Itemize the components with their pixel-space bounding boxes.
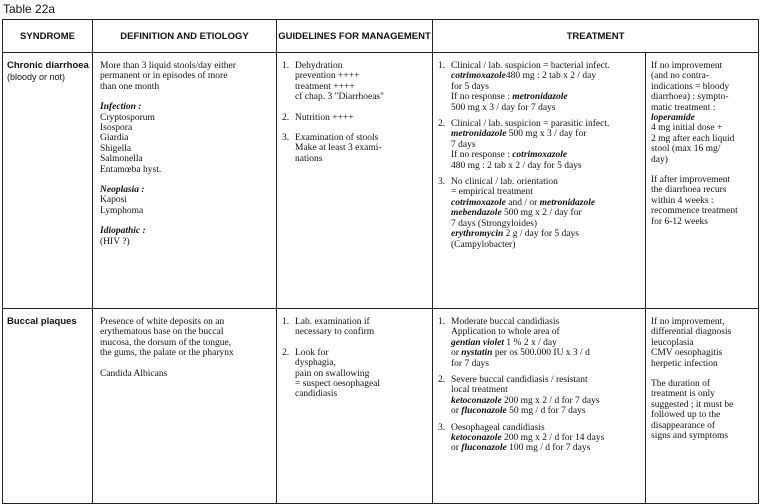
dosage: 500 mg x 3 / day for <box>508 129 587 140</box>
note-line: 4 mg initial dose + <box>651 123 723 134</box>
dosage: 480 mg : 2 tab x 2 / day <box>505 71 597 82</box>
guideline-line: Nutrition ++++ <box>295 112 354 123</box>
definition-line: Presence of white deposits on an <box>100 317 225 327</box>
treatment-line: Clinical / lab. suspicion = bacterial infect. <box>451 61 610 71</box>
note-line: diarrhoea) : sympto- <box>651 92 729 103</box>
treatment-line: 7 days (Strongyloides) <box>451 218 538 229</box>
treatment-line: 480 mg : 2 tab x 2 / day for 5 days <box>451 160 582 171</box>
item-number: 1. <box>282 317 290 327</box>
treatment-line: for 5 days <box>451 81 489 92</box>
definition-line: than one month <box>100 81 160 92</box>
guideline-line: cf chap. 3 "Diarrhoeas" <box>295 92 384 103</box>
syndrome-cell <box>3 309 93 504</box>
note-line: The duration of <box>651 379 711 390</box>
treatment-line <box>451 129 609 139</box>
dosage: per os 500.000 IU x 3 / d <box>494 348 590 359</box>
definition-line: permanent or in episodes of more <box>100 71 228 82</box>
treatment-line: Application to whole area of <box>451 327 560 338</box>
drug-name: ketoconazole <box>451 395 502 406</box>
drug-name: cotrimoxazole <box>451 71 506 82</box>
treatment-line <box>451 71 610 81</box>
syndrome-name: Buccal plaques <box>7 316 77 327</box>
list-item: Giardia <box>100 133 129 144</box>
treatment-cell <box>433 53 646 309</box>
list-item: Cryptosporum <box>100 112 155 123</box>
list-item: Isospora <box>100 123 133 134</box>
item-number: 2. <box>438 375 446 386</box>
treatment-line <box>451 433 604 443</box>
drug-name: fluconazole <box>461 443 507 454</box>
treatment-line <box>451 229 595 239</box>
item-number: 3. <box>438 177 446 188</box>
guideline-item <box>282 113 428 123</box>
treatment-line: (Campylobacter) <box>451 239 516 250</box>
drug-name: erythromycin <box>451 229 504 240</box>
treatment-line: Oesophageal candidiasis <box>451 422 545 433</box>
connector-text: or <box>451 348 459 359</box>
neoplasia-label: Neoplasia : <box>100 185 145 196</box>
treatment-cell <box>433 309 646 504</box>
treatment-table <box>2 19 759 504</box>
idiopathic-label: Idiopathic : <box>100 226 146 237</box>
treatment-line <box>451 338 590 348</box>
note-line: disappearance of <box>651 420 716 431</box>
guideline-line: prevention ++++ <box>295 71 360 82</box>
header-syndrome: SYNDROME <box>3 20 93 53</box>
syndrome-cell <box>3 53 93 309</box>
connector-text: and / or <box>508 197 538 208</box>
treatment-line <box>451 198 595 208</box>
list-item: Salmonella <box>100 154 143 165</box>
item-number: 2. <box>282 347 290 358</box>
treatment-notes-cell <box>646 309 759 504</box>
item-number: 1. <box>438 61 446 71</box>
definition-line: More than 3 liquid stools/day either <box>100 61 236 71</box>
drug-name: ketoconazole <box>451 433 502 444</box>
dosage: 100 mg / d for 7 days <box>509 443 591 454</box>
guideline-line: necessary to confirm <box>295 327 375 338</box>
treatment-line: local treatment <box>451 385 508 396</box>
table-row <box>3 309 759 504</box>
treatment-line <box>451 92 610 102</box>
note-line: If after improvement <box>651 175 731 186</box>
note-line: 2 mg after each liquid <box>651 133 735 144</box>
list-item: (HIV ?) <box>100 236 130 247</box>
guideline-item <box>282 317 428 338</box>
treatment-line: Clinical / lab. suspicion = parasitic infect. <box>451 119 610 130</box>
guideline-line: Examination of stools <box>295 133 379 144</box>
treatment-line: No clinical / lab. orientation <box>451 177 558 188</box>
guideline-item <box>282 61 428 103</box>
condition-text: If no response : <box>451 150 510 161</box>
note-line: day) <box>651 154 668 165</box>
treatment-line: 500 mg x 3 / day for 7 days <box>451 102 556 113</box>
guideline-line: = suspect oesophageal <box>295 379 381 390</box>
item-number: 3. <box>438 422 446 433</box>
note-line: (and no contra- <box>651 71 710 82</box>
treatment-line <box>451 406 600 416</box>
drug-name: nystatin <box>461 348 493 359</box>
treatment-line <box>451 396 600 406</box>
drug-name: metronidazole <box>451 129 507 140</box>
definition-line: mucosa, the dorsum of the tongue, <box>100 337 232 348</box>
guideline-line: pain on swallowing <box>295 368 370 379</box>
note-line: signs and symptoms <box>651 431 729 442</box>
treatment-line <box>451 208 595 218</box>
header-row <box>3 20 759 53</box>
condition-text: If no response : <box>451 92 510 103</box>
drug-name: loperamide <box>651 113 695 124</box>
note-line: the diarrhoea recurs <box>651 185 727 196</box>
drug-name: gentian violet <box>451 337 505 348</box>
item-number: 2. <box>282 112 290 123</box>
note-line: differential diagnosis <box>651 327 732 338</box>
note-line: leucoplasia <box>651 337 694 348</box>
treatment-line: Moderate buccal candidiasis <box>451 317 560 327</box>
guideline-line: Make at least 3 exami- <box>295 143 382 154</box>
table-caption: Table 22a <box>3 2 56 16</box>
guideline-line: candidiasis <box>295 389 338 400</box>
guideline-line: dysphagia, <box>295 358 336 369</box>
note-line: treatment is only <box>651 389 715 400</box>
connector-text: or <box>451 443 459 454</box>
definition-line: erythematous base on the buccal <box>100 327 224 338</box>
treatment-notes-cell <box>646 53 759 309</box>
note-line: within 4 weeks : <box>651 195 714 206</box>
guideline-item <box>282 348 428 400</box>
item-number: 1. <box>438 317 446 327</box>
drug-name: mebendazole <box>451 208 502 219</box>
note-line: herpetic infection <box>651 358 718 369</box>
list-item: Lymphoma <box>100 205 144 216</box>
guideline-line: Look for <box>295 347 329 358</box>
note-line: followed up to the <box>651 410 721 421</box>
treatment-line <box>451 348 590 358</box>
header-definition: DEFINITION AND ETIOLOGY <box>93 20 277 53</box>
table-row <box>3 53 759 309</box>
list-item: Kaposi <box>100 195 127 206</box>
drug-name: fluconazole <box>461 406 507 417</box>
treatment-item <box>438 375 641 417</box>
treatment-line: for 7 days <box>451 358 489 369</box>
note-line: If no improvement, <box>651 317 725 327</box>
note-line: indications = bloody <box>651 81 730 92</box>
drug-name: metronidazole <box>512 92 568 103</box>
item-number: 1. <box>282 61 290 71</box>
guideline-item <box>282 133 428 164</box>
treatment-line: Severe buccal candidiasis / resistant <box>451 375 588 386</box>
connector-text: or <box>451 406 459 417</box>
dosage: 1 % 2 x / day <box>506 337 557 348</box>
organism-name: Candida Albicans <box>100 368 168 379</box>
dosage: 500 mg x 2 / day for <box>504 208 582 219</box>
note-line: If no improvement <box>651 61 723 71</box>
guideline-line: nations <box>295 153 323 164</box>
header-treatment: TREATMENT <box>433 20 759 53</box>
note-line: suggested ; it must be <box>651 399 734 410</box>
guideline-line: treatment ++++ <box>295 81 355 92</box>
list-item: Entamœba hyst. <box>100 164 162 175</box>
treatment-item <box>438 317 641 369</box>
treatment-line <box>451 150 609 160</box>
guidelines-cell <box>277 53 433 309</box>
note-line: recommence treatment <box>651 206 738 217</box>
guidelines-cell <box>277 309 433 504</box>
dosage: 200 mg x 2 / d for 14 days <box>504 433 605 444</box>
dosage: 2 g / day for 5 days <box>505 229 579 240</box>
treatment-line: 7 days <box>451 139 476 150</box>
drug-name: cotrimoxazole <box>451 197 506 208</box>
treatment-line: = empirical treatment <box>451 187 533 198</box>
treatment-item <box>438 177 641 250</box>
definition-cell <box>93 53 277 309</box>
dosage: 50 mg / d for 7 days <box>509 406 586 417</box>
list-item: Shigella <box>100 143 132 154</box>
note-line: stool (max 16 mg/ <box>651 144 721 155</box>
drug-name: metronidazole <box>539 197 596 208</box>
note-line: for 6-12 weeks <box>651 216 708 227</box>
guideline-line: Dehydration <box>295 61 343 71</box>
item-number: 2. <box>438 119 446 130</box>
syndrome-subtitle: (bloody or not) <box>7 71 66 82</box>
treatment-item <box>438 423 641 454</box>
syndrome-name: Chronic diarrhoea <box>7 60 89 71</box>
header-guidelines: GUIDELINES FOR MANAGEMENT <box>277 20 433 53</box>
infection-label: Infection : <box>100 102 142 113</box>
definition-cell <box>93 309 277 504</box>
treatment-item <box>438 119 641 171</box>
drug-name: cotrimoxazole <box>512 150 568 161</box>
note-line: matic treatment : <box>651 102 716 113</box>
note-line: CMV oesophagitis <box>651 348 723 359</box>
treatment-item <box>438 61 641 113</box>
guideline-line: Lab. examination if <box>295 317 370 327</box>
definition-line: the gums, the palate or the pharynx <box>100 348 234 359</box>
dosage: 200 mg x 2 / d for 7 days <box>504 395 600 406</box>
treatment-line <box>451 443 604 453</box>
item-number: 3. <box>282 133 290 144</box>
